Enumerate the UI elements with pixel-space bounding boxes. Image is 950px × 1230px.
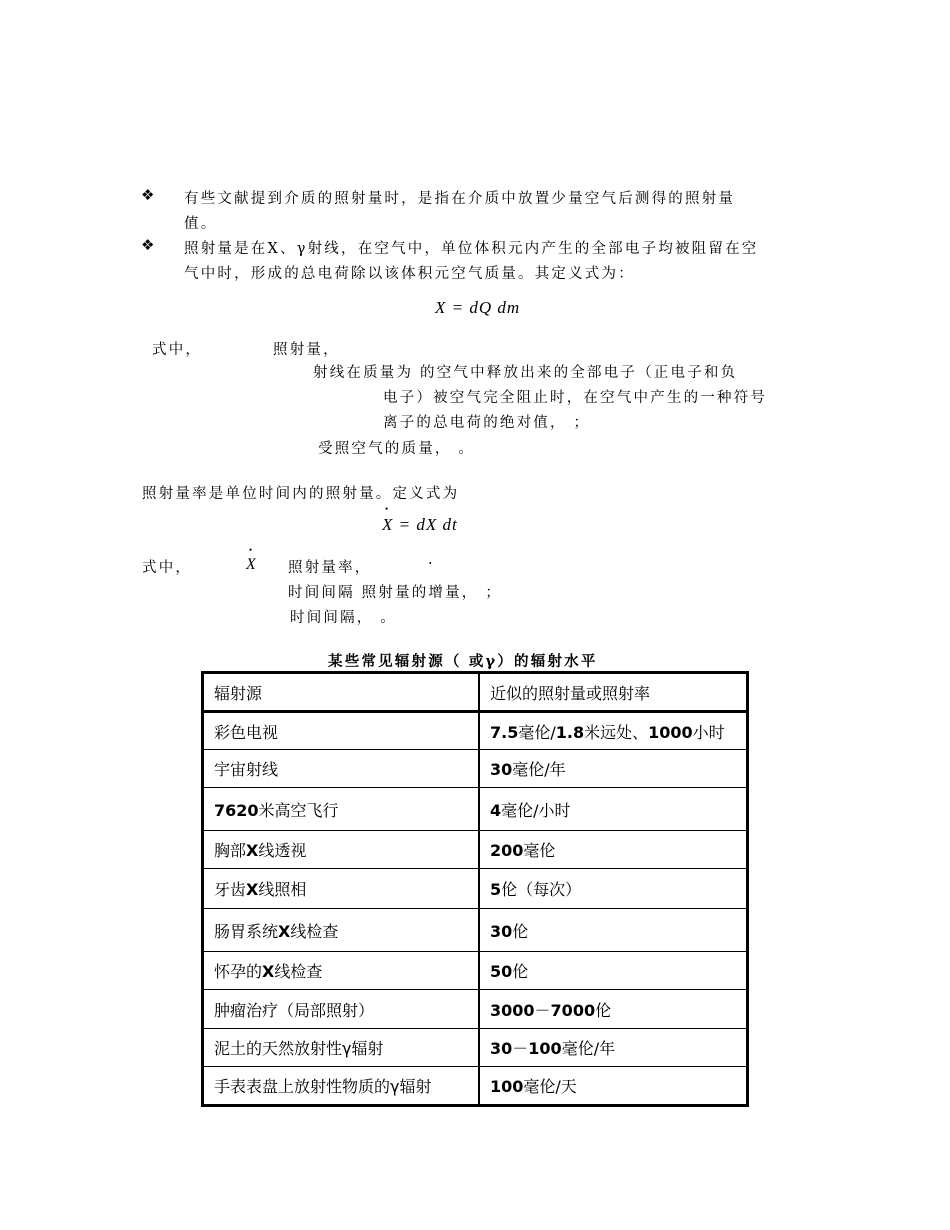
row-exposure: 50伦	[479, 952, 748, 990]
row-source: 怀孕的X线检查	[203, 952, 480, 990]
def1-desc-1: 射线在质量为 的空气中释放出来的全部电子（正电子和负	[313, 365, 738, 381]
table-row	[203, 712, 748, 750]
row-exposure: 30毫伦/年	[479, 750, 748, 788]
table-row	[203, 831, 748, 869]
table-row	[203, 1029, 748, 1067]
table-row	[203, 750, 748, 788]
def1-term: 照射量，	[273, 342, 340, 358]
row-source: 肠胃系统X线检查	[203, 909, 480, 952]
row-exposure: 3000－7000伦	[479, 990, 748, 1029]
def1-desc-3: 离子的总电荷的绝对值， ；	[383, 415, 591, 431]
table-header-row	[203, 673, 748, 712]
rate-formula-rhs: = dX dt	[393, 515, 458, 534]
bullet-1-line-2: 值。	[184, 216, 218, 232]
row-exposure: 30－100毫伦/年	[479, 1029, 748, 1067]
row-exposure: 5伦（每次）	[479, 869, 748, 909]
row-exposure: 200毫伦	[479, 831, 748, 869]
row-exposure: 30伦	[479, 909, 748, 952]
table-row	[203, 909, 748, 952]
table-row	[203, 952, 748, 990]
bullet-2-icon: ❖	[141, 236, 155, 254]
bullet-2-line-1: 照射量是在X、γ射线，在空气中，单位体积元内产生的全部电子均被阻留在空	[184, 241, 759, 257]
def1-desc-2: 电子）被空气完全阻止时，在空气中产生的一种符号	[383, 390, 768, 406]
table-caption: 某些常见辐射源（ 或γ）的辐射水平	[328, 653, 598, 670]
row-source: 泥土的天然放射性γ辐射	[203, 1029, 480, 1067]
row-source: 牙齿X线照相	[203, 869, 480, 909]
table-row	[203, 1067, 748, 1106]
header-source: 辐射源	[203, 673, 480, 712]
def2-desc-1: 时间间隔 照射量的增量， ；	[288, 585, 503, 601]
table-row	[203, 990, 748, 1029]
row-exposure: 100毫伦/天	[479, 1067, 748, 1106]
row-source: 宇宙射线	[203, 750, 480, 788]
row-source: 7620米高空飞行	[203, 788, 480, 831]
row-source: 肿瘤治疗（局部照射）	[203, 990, 480, 1029]
bullet-1-icon: ❖	[141, 186, 155, 204]
rate-intro: 照射量率是单位时间内的照射量。定义式为	[142, 486, 460, 502]
header-exposure: 近似的照射量或照射率	[479, 673, 748, 712]
table-row	[203, 788, 748, 831]
bullet-1-line-1: 有些文献提到介质的照射量时，是指在介质中放置少量空气后测得的照射量	[184, 191, 736, 207]
def1-desc-4: 受照空气的质量， 。	[318, 441, 476, 457]
row-exposure: 4毫伦/小时	[479, 788, 748, 831]
rate-formula-lhs: • X	[382, 515, 393, 535]
def1-intro: 式中，	[152, 342, 203, 358]
radiation-levels-table	[201, 671, 749, 1107]
def2-desc-2: 时间间隔， 。	[290, 610, 398, 626]
rate-formula	[382, 515, 458, 535]
bullet-2-line-2: 气中时，形成的总电荷除以该体积元空气质量。其定义式为：	[184, 266, 635, 282]
def2-dot: ·	[428, 556, 435, 572]
def2-symbol-x: • X	[246, 556, 257, 574]
def2-intro: 式中，	[142, 560, 193, 576]
def2-symbol	[246, 556, 257, 574]
row-source: 胸部X线透视	[203, 831, 480, 869]
row-source: 彩色电视	[203, 712, 480, 750]
row-source: 手表表盘上放射性物质的γ辐射	[203, 1067, 480, 1106]
row-exposure: 7.5毫伦/1.8米远处、1000小时	[479, 712, 748, 750]
exposure-formula: X = dQ dm	[435, 298, 521, 317]
table-row	[203, 869, 748, 909]
def2-term: 照射量率，	[288, 560, 372, 576]
